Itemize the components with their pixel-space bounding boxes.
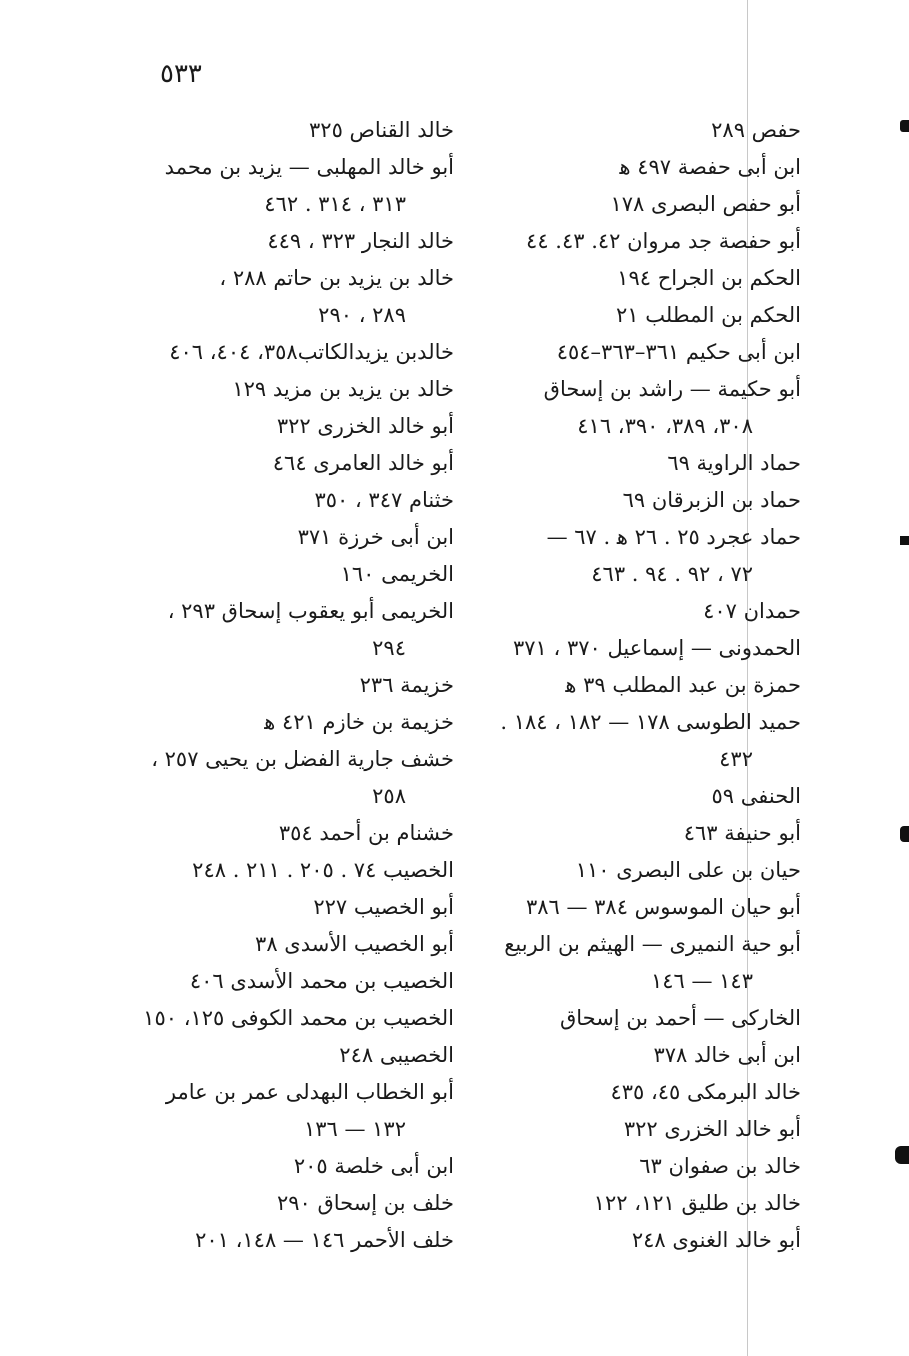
index-entry: الحنفى ٥٩ <box>711 784 801 808</box>
index-entry-continuation: ٤٣٢ <box>719 747 753 771</box>
index-entry: خزيمة بن خازم ٤٢١ ﻫ <box>264 710 454 734</box>
index-entry: أبو حكيمة — راشد بن إسحاق <box>543 377 801 401</box>
index-entry: خالد القناص ٣٢٥ <box>309 118 454 142</box>
index-entry: خالد البرمكى ٤٥، ٤٣٥ <box>610 1080 801 1104</box>
index-entry-continuation: ٢٨٩ ، ٢٩٠ <box>318 303 406 327</box>
index-entry: ابن أبى حكيم ٣٦١–٣٦٣–٤٥٤ <box>556 340 801 364</box>
edge-scan-mark <box>895 1146 909 1164</box>
edge-scan-mark <box>900 120 909 132</box>
index-entry: أبو حفص البصرى ١٧٨ <box>610 192 801 216</box>
index-entry: الخصيبى ٢٤٨ <box>339 1043 454 1067</box>
index-entry: خالد بن طليق ١٢١، ١٢٢ <box>593 1191 801 1215</box>
index-entry: خزيمة ٢٣٦ <box>359 673 454 697</box>
index-entry: ابن أبى خرزة ٣٧١ <box>297 525 454 549</box>
index-column-left <box>134 112 454 1259</box>
index-entry: أبو حيان الموسوس ٣٨٤ — ٣٨٦ <box>525 895 801 919</box>
index-entry: أبو الخصيب الأسدى ٣٨ <box>255 932 454 956</box>
index-entry: حمزة بن عبد المطلب ٣٩ ﻫ <box>565 673 801 697</box>
index-entry-continuation: ٣١٣ ، ٣١٤ . ٤٦٢ <box>264 192 406 216</box>
index-entry: الحمدونى — إسماعيل ٣٧٠ ، ٣٧١ <box>512 636 801 660</box>
index-entry: أبو حية النميرى — الهيثم بن الربيع <box>504 932 801 956</box>
page-number: ٥٣٣ <box>160 59 202 89</box>
index-entry-continuation: ٢٩٤ <box>372 636 406 660</box>
index-entry: ابن أبى حفصة ٤٩٧ ﻫ <box>619 155 801 179</box>
index-entry: خشنام بن أحمد ٣٥٤ <box>278 821 454 845</box>
index-entry: أبو خالد المهلبى — يزيد بن محمد <box>164 155 454 179</box>
index-entry-continuation: ١٣٢ — ١٣٦ <box>303 1117 406 1141</box>
index-entry: ابن أبى خالد ٣٧٨ <box>653 1043 801 1067</box>
index-entry: الحكم بن الجراح ١٩٤ <box>617 266 801 290</box>
index-entry: حيان بن على البصرى ١١٠ <box>575 858 801 882</box>
index-entry: الخصيب ٧٤ . ٢٠٥ . ٢١١ . ٢٤٨ <box>192 858 454 882</box>
index-entry: أبو خالد الخزرى ٣٢٢ <box>623 1117 801 1141</box>
index-entry-continuation: ٢٥٨ <box>372 784 406 808</box>
index-entry: حميد الطوسى ١٧٨ — ١٨٢ ، ١٨٤ . <box>500 710 801 734</box>
index-entry: الخريمى أبو يعقوب إسحاق ٢٩٣ ، <box>167 599 454 623</box>
index-entry-continuation: ١٤٣ — ١٤٦ <box>650 969 753 993</box>
index-entry: خالد النجار ٣٢٣ ، ٤٤٩ <box>267 229 454 253</box>
index-entry: الحكم بن المطلب ٢١ <box>616 303 801 327</box>
index-entry: خالد بن يزيد بن مزيد ١٢٩ <box>232 377 454 401</box>
index-entry: حماد عجرد ٢٥ . ٢٦ ﻫ . ٦٧ — <box>546 525 801 549</box>
index-entry-continuation: ٣٠٨، ٣٨٩، ٣٩٠، ٤١٦ <box>577 414 753 438</box>
index-entry: أبو حفصة جد مروان ٤٢. ٤٣. ٤٤ <box>526 229 801 253</box>
index-entry: خشف جارية الفضل بن يحيى ٢٥٧ ، <box>151 747 454 771</box>
index-entry: خالد بن صفوان ٦٣ <box>639 1154 801 1178</box>
index-column-right <box>491 112 801 1259</box>
index-entry: الخصيب بن محمد الكوفى ١٢٥، ١٥٠ <box>143 1006 454 1030</box>
index-entry: أبو حنيفة ٤٦٣ <box>683 821 801 845</box>
index-entry-continuation: ٧٢ ، ٩٢ . ٩٤ . ٤٦٣ <box>591 562 753 586</box>
index-entry: أبو الخطاب البهدلى عمر بن عامر <box>165 1080 454 1104</box>
index-entry: حفص ٢٨٩ <box>711 118 801 142</box>
index-entry: ابن أبى خلصة ٢٠٥ <box>293 1154 454 1178</box>
index-entry: حماد بن الزبرقان ٦٩ <box>622 488 801 512</box>
index-entry: أبو الخصيب ٢٢٧ <box>313 895 454 919</box>
index-entry: الخصيب بن محمد الأسدى ٤٠٦ <box>189 969 454 993</box>
index-entry: حمدان ٤٠٧ <box>703 599 801 623</box>
index-entry: أبو خالد الغنوى ٢٤٨ <box>631 1228 801 1252</box>
index-entry: الخاركى — أحمد بن إسحاق <box>559 1006 801 1030</box>
index-entry: خلف الأحمر ١٤٦ — ١٤٨، ٢٠١ <box>195 1228 454 1252</box>
index-entry: خلف بن إسحاق ٢٩٠ <box>276 1191 454 1215</box>
index-entry: أبو خالد الخزرى ٣٢٢ <box>276 414 454 438</box>
index-entry: خالد بن يزيد بن حاتم ٢٨٨ ، <box>219 266 454 290</box>
index-entry: حماد الراوية ٦٩ <box>667 451 801 475</box>
index-entry: خثنام ٣٤٧ ، ٣٥٠ <box>314 488 454 512</box>
index-entry: خالدبن يزيدالكاتب٣٥٨، ٤٠٤، ٤٠٦ <box>169 340 454 364</box>
index-entry: الخريمى ١٦٠ <box>340 562 454 586</box>
index-entry: أبو خالد العامرى ٤٦٤ <box>272 451 454 475</box>
edge-scan-mark <box>900 826 909 842</box>
edge-scan-mark <box>900 536 909 545</box>
